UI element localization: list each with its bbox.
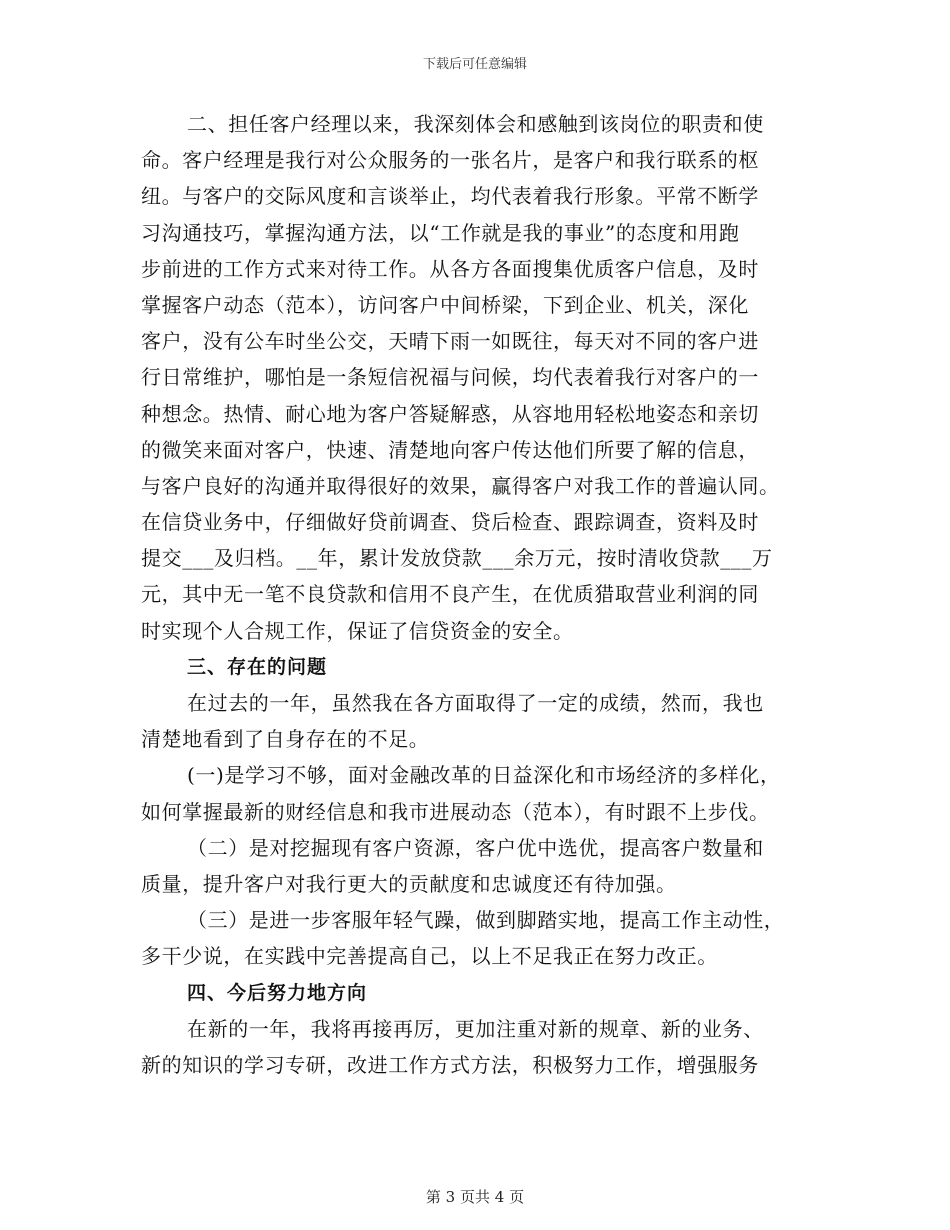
page-header: 下载后可任意编辑 [422, 57, 527, 72]
body-text-line: 多干少说，在实践中完善提高自己，以上不足我正在努力改正。 [141, 944, 718, 969]
body-text-line: (一)是学习不够，面对金融改革的日益深化和市场经济的多样化， [187, 763, 781, 788]
body-text-line: 在新的一年，我将再接再厉，更加注重对新的规章、新的业务、 [187, 1016, 764, 1041]
body-text-line: 习沟通技巧，掌握沟通方法，以“工作就是我的事业”的态度和用跑 [141, 220, 740, 245]
body-text-line: 时实现个人合规工作，保证了信贷资金的安全。 [141, 618, 574, 643]
body-text-line: 如何掌握最新的财经信息和我市进展动态（范本），有时跟不上步伐。 [141, 799, 770, 824]
section-heading: 四、今后努力地方向 [187, 981, 368, 1004]
section-heading: 三、存在的问题 [187, 655, 328, 678]
page-number: 第 3 页共 4 页 [425, 1188, 525, 1206]
body-text-line: 掌握客户动态（范本），访问客户中间桥梁，下到企业、机关，深化 [141, 292, 749, 317]
body-text-line: 行日常维护，哪怕是一条短信祝福与问候，均代表着我行对客户的一 [141, 365, 759, 390]
body-text-line: 元，其中无一笔不良贷款和信用不良产生，在优质猎取营业利润的同 [141, 582, 759, 607]
body-text-line: 新的知识的学习专研，改进工作方式方法，积极努力工作，增强服务 [141, 1052, 759, 1077]
body-text-line: 二、担任客户经理以来，我深刻体会和感触到该岗位的职责和使 [187, 112, 764, 136]
body-text-line: 清楚地看到了自身存在的不足。 [141, 727, 430, 752]
body-text-line: 质量，提升客户对我行更大的贡献度和忠诚度还有待加强。 [141, 871, 677, 896]
body-text-line: 在过去的一年，虽然我在各方面取得了一定的成绩，然而，我也 [187, 691, 764, 715]
body-text-line: 提交___及归档。__年，累计发放贷款___余万元，按时清收贷款___万 [141, 546, 773, 571]
body-text-line: （三）是进一步客服年轻气躁，做到脚踏实地，提高工作主动性， [187, 908, 785, 933]
body-text-line: 与客户良好的沟通并取得很好的效果，赢得客户对我工作的普遍认同。 [141, 473, 780, 498]
body-text-line: 的微笑来面对客户，快速、清楚地向客户传达他们所要了解的信息， [141, 437, 759, 462]
body-text-line: 在信贷业务中，仔细做好贷前调查、贷后检查、跟踪调查，资料及时 [141, 510, 759, 535]
body-text-line: 步前进的工作方式来对待工作。从各方各面搜集优质客户信息，及时 [141, 256, 759, 281]
document-body [141, 106, 809, 1083]
body-text-line: 命。客户经理是我行对公众服务的一张名片，是客户和我行联系的枢 [141, 148, 759, 173]
body-text-line: 客户，没有公车时坐公交，天晴下雨一如既往，每天对不同的客户进 [141, 329, 759, 354]
body-text-line: 种想念。热情、耐心地为客户答疑解惑，从容地用轻松地姿态和亲切 [141, 401, 759, 426]
body-text-line: 纽。与客户的交际风度和言谈举止，均代表着我行形象。平常不断学 [141, 184, 759, 209]
body-text-line: （二）是对挖掘现有客户资源，客户优中选优，提高客户数量和 [187, 835, 764, 860]
